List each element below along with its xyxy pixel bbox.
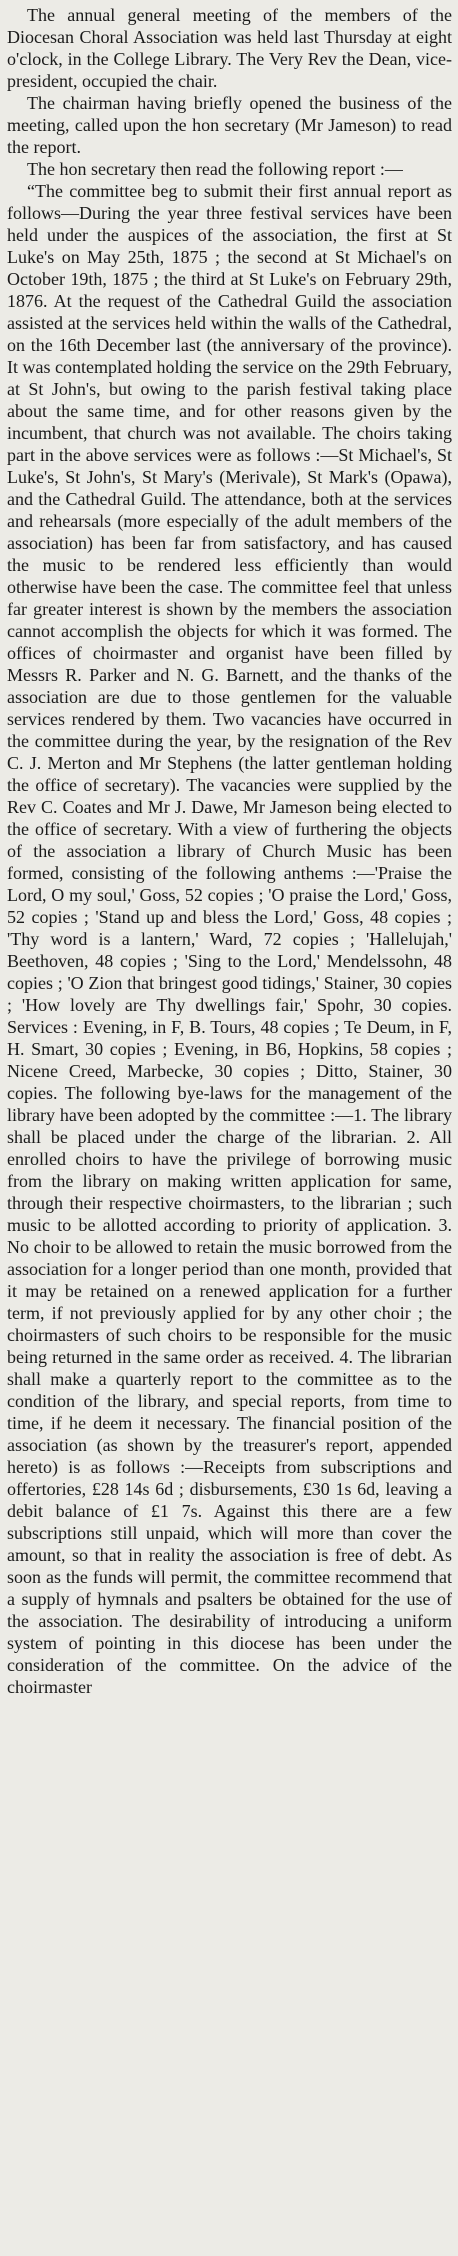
paragraph-meeting-intro: The annual general meeting of the members of the Diocesan Choral Association was held last Thursday at eight o'clock, in the College Library. The Very Rev the Dean, vice-president, occupied the chair. [7, 5, 452, 91]
paragraph-committee-report: “The committee beg to submit their first annual report as follows—During the year three festival services have been held under the auspices of the association, the first at St Luke's on May 25th, 1875 ; the second at St Michael's on October 19th, 1875 ; the third at St Luke's on February 29th, 1876. At the request of the Cathedral Guild the association assisted at the services held within the walls of the Cathedral, on the 16th December last (the anniversary of the province). It was contemplated holding the service on the 29th February, at St John's, but owing to the parish festival taking place about the same time, and for other reasons given by the incumbent, that church was not available. The choirs taking part in the above services were as follows :—St Michael's, St Luke's, St John's, St Mary's (Merivale), St Mark's (Opawa), and the Cathedral Guild. The attendance, both at the services and rehearsals (more especially of the adult members of the association) has been far from satisfactory, and has caused the music to be rendered less efficiently than would otherwise have been the case. The committee feel that unless far greater interest is shown by the members the association cannot accomplish the objects for which it was formed. The offices of choirmaster and organist have been filled by Messrs R. Parker and N. G. Barnett, and the thanks of the association are due to those gentlemen for the valuable services rendered by them. Two vacancies have occurred in the committee during the year, by the resignation of the Rev C. J. Merton and Mr Stephens (the latter gentleman holding the office of secretary). The vacancies were supplied by the Rev C. Coates and Mr J. Dawe, Mr Jameson being elected to the office of secretary. With a view of furthering the objects of the association a library of Church Music has been formed, consisting of the following anthems :—'Praise the Lord, O my soul,' Goss, 52 copies ; 'O praise the Lord,' Goss, 52 copies ; 'Stand up and bless the Lord,' Goss, 48 copies ; 'Thy word is a lantern,' Ward, 72 copies ; 'Hallelujah,' Beethoven, 48 copies ; 'Sing to the Lord,' Mendelssohn, 48 copies ; 'O Zion that bringest good tidings,' Stainer, 30 copies ; 'How lovely are Thy dwellings fair,' Spohr, 30 copies. Services : Evening, in F, B. Tours, 48 copies ; Te Deum, in F, H. Smart, 30 copies ; Evening, in B6, Hopkins, 58 copies ; Nicene Creed, Marbecke, 30 copies ; Ditto, Stainer, 30 copies. The following bye-laws for the management of the library have been adopted by the committee :—1. The library shall be placed under the charge of the librarian. 2. All enrolled choirs to have the privilege of borrowing music from the library on making written application for same, through their respective choirmasters, to the librarian ; such music to be allotted according to priority of application. 3. No choir to be allowed to retain the music borrowed from the association for a longer period than one month, provided that it may be retained on a renewed application for a further term, if not previously applied for by any other choir ; the choirmasters of such choirs to be responsible for the music being returned in the same order as received. 4. The librarian shall make a quarterly report to the committee as to the condition of the library, and special reports, from time to time, if he deem it necessary. The financial position of the association (as shown by the treasurer's report, appended hereto) is as follows :—Receipts from subscriptions and offertories, £28 14s 6d ; disbursements, £30 1s 6d, leaving a debit balance of £1 7s. Against this there are a few subscriptions still unpaid, which will more than cover the amount, so that in reality the association is free of debt. As soon as the funds will permit, the committee recommend that a supply of hymnals and psalters be obtained for the use of the association. The desirability of introducing a uniform system of pointing in this diocese has been under the consideration of the committee. On the advice of the choirmaster [7, 181, 452, 1697]
paragraph-chairman-opening: The chairman having briefly opened the business of the meeting, called upon the hon secretary (Mr Jameson) to read the report. [7, 93, 452, 157]
paragraph-secretary-reads: The hon secretary then read the following report :— [27, 159, 403, 179]
